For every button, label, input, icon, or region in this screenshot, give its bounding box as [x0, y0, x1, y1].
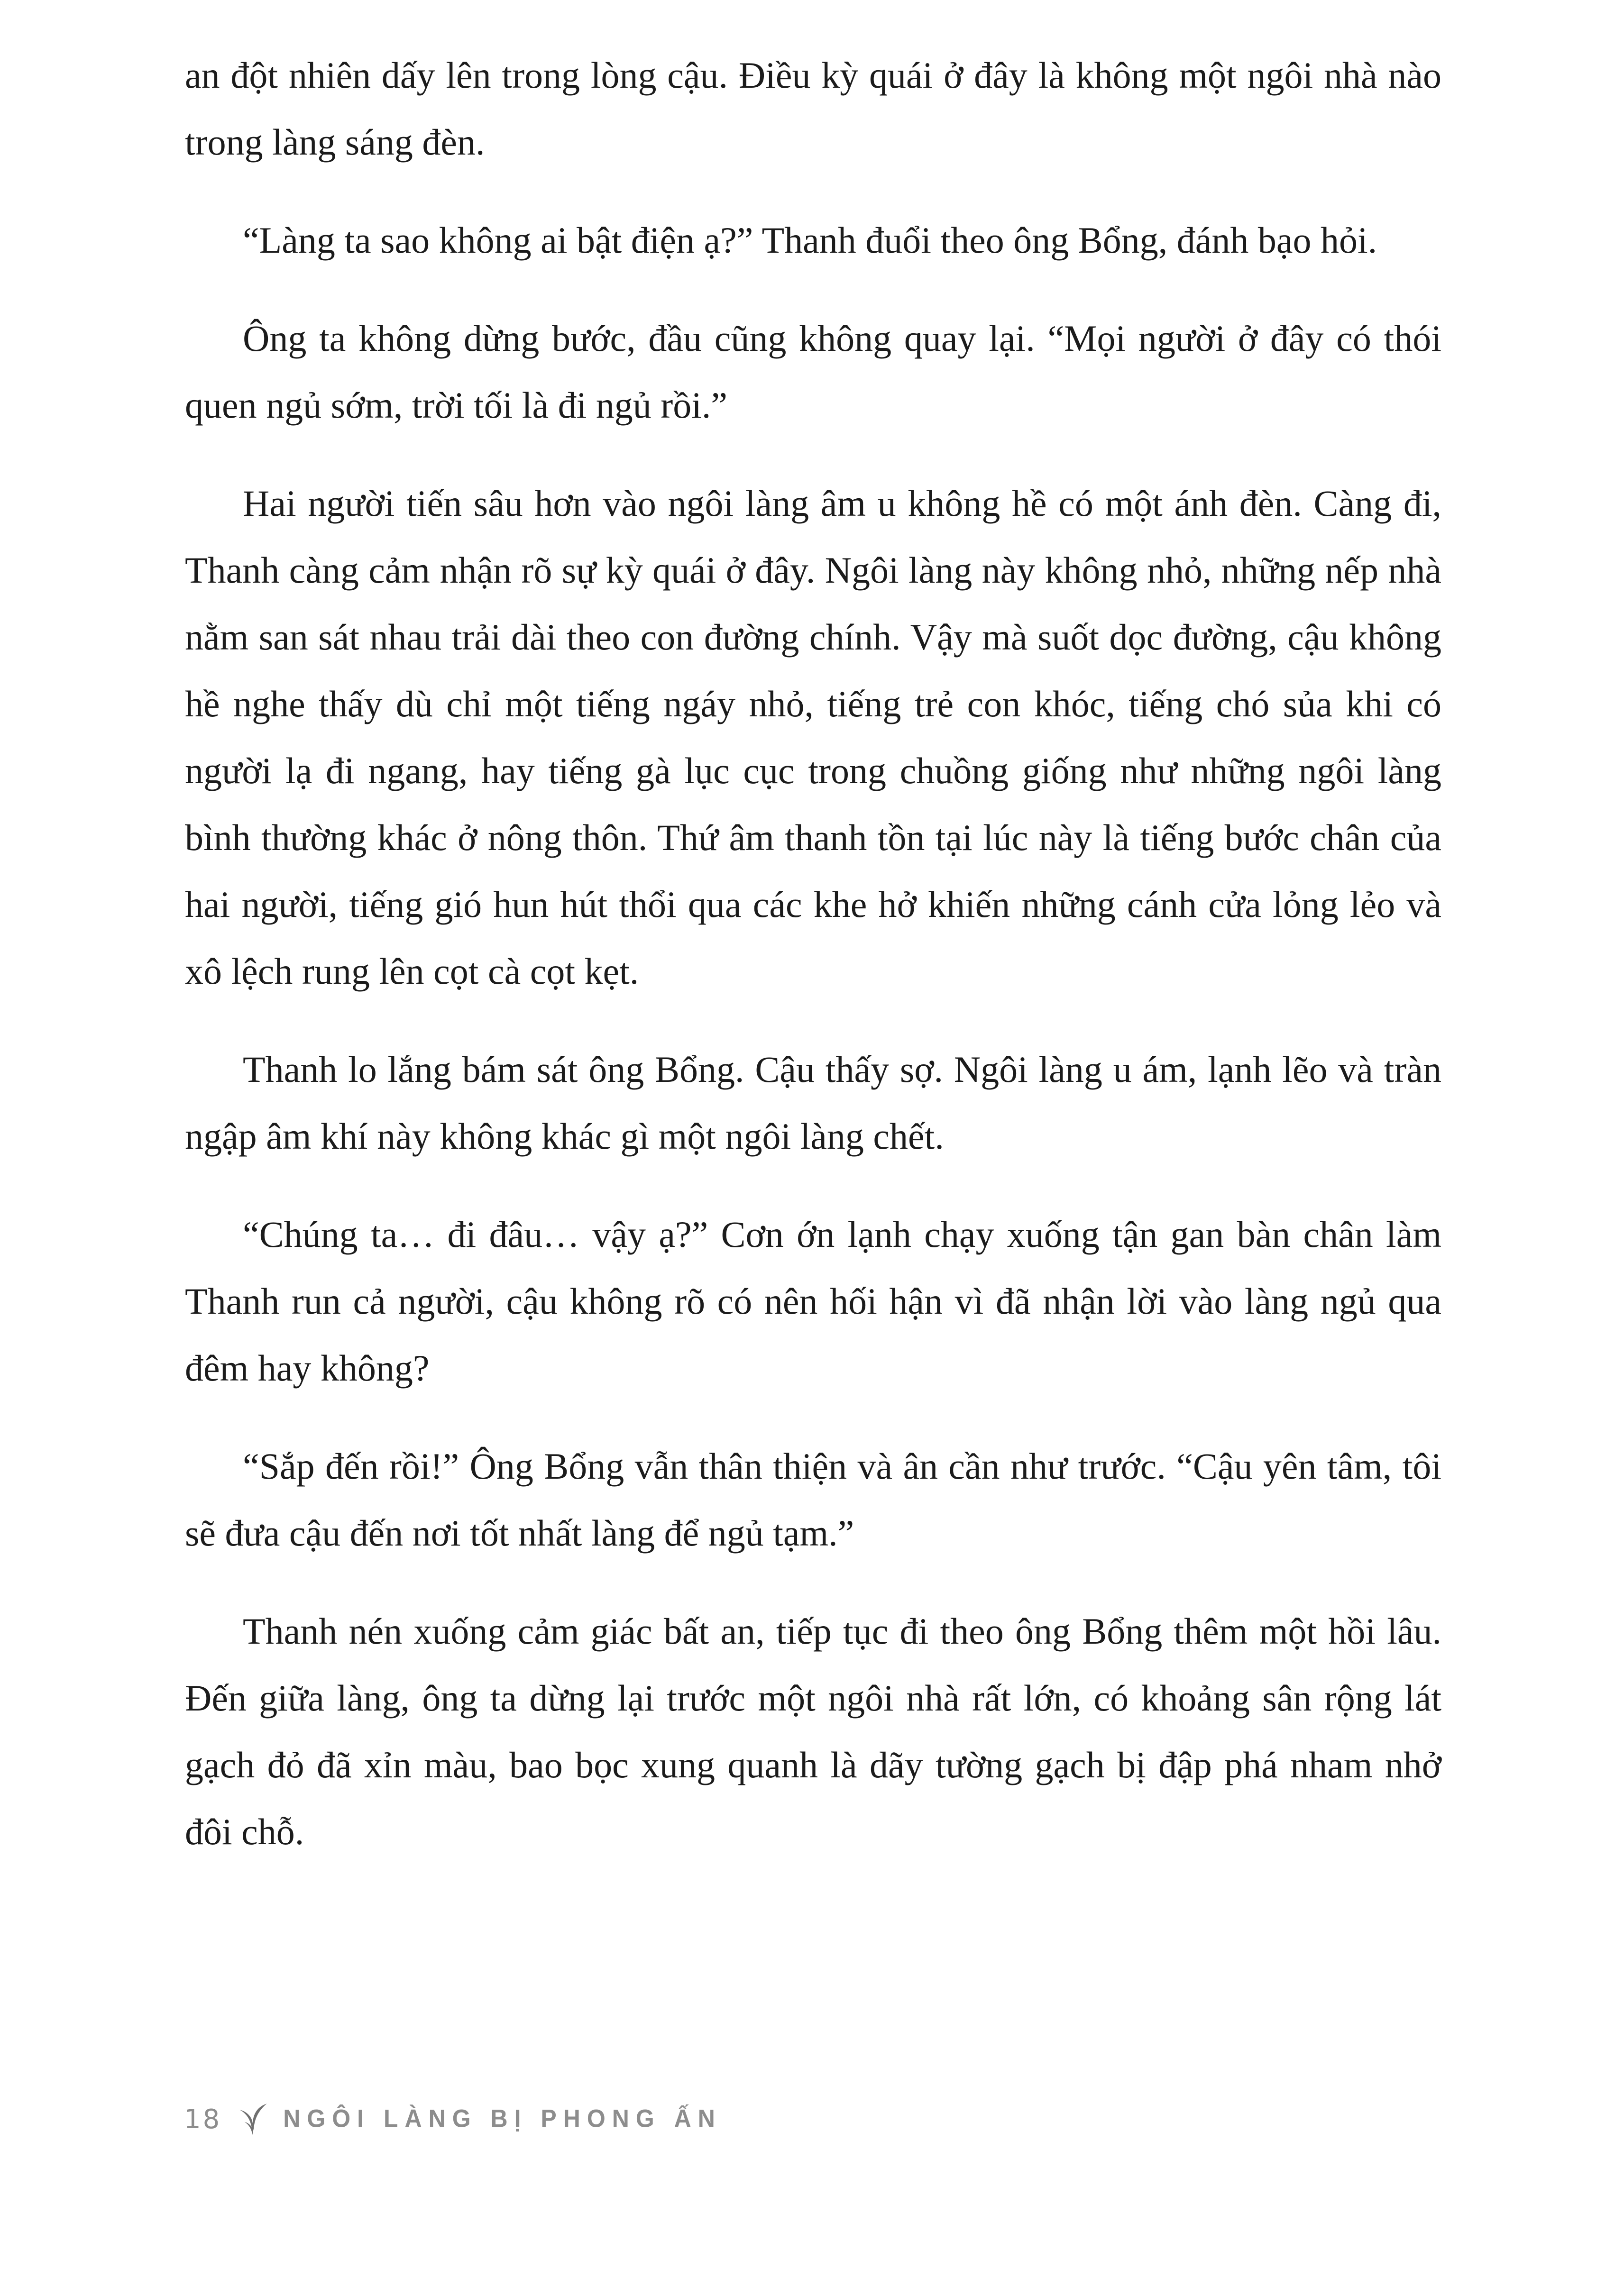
paragraph-8: Thanh nén xuống cảm giác bất an, tiếp tục đi theo ông Bổng thêm một hồi lâu. Đến giữa làng, ông ta dừng lại trước một ngôi nhà rất lớn, có khoảng sân rộng lát gạch đỏ đã xỉn màu, bao bọc xung quanh là dãy tường gạch bị đập phá nham nhở đôi chỗ. [185, 1610, 1441, 1852]
paragraph-6: “Chúng ta… đi đâu… vậy ạ?” Cơn ớn lạnh chạy xuống tận gan bàn chân làm Thanh run cả người, cậu không rõ có nên hối hận vì đã nhận lời vào làng ngủ qua đêm hay không? [185, 1214, 1441, 1389]
paragraph-2: “Làng ta sao không ai bật điện ạ?” Thanh đuổi theo ông Bổng, đánh bạo hỏi. [243, 220, 1377, 261]
page-footer [184, 2101, 722, 2137]
paragraph-3: Ông ta không dừng bước, đầu cũng không quay lại. “Mọi người ở đây có thói quen ngủ sớm, trời tối là đi ngủ rồi.” [185, 318, 1441, 426]
book-title: NGÔI LÀNG BỊ PHONG ẤN [283, 2104, 722, 2132]
page-number: 18 [184, 2104, 222, 2135]
body-text [185, 42, 1441, 1896]
paragraph-4: Hai người tiến sâu hơn vào ngôi làng âm u không hề có một ánh đèn. Càng đi, Thanh càng cảm nhận rõ sự kỳ quái ở đây. Ngôi làng này không nhỏ, những nếp nhà nằm san sát nhau trải dài theo con đường chính. Vậy mà suốt dọc đường, cậu không hề nghe thấy dù chỉ một tiếng ngáy nhỏ, tiếng trẻ con khóc, tiếng chó sủa khi có người lạ đi ngang, hay tiếng gà lục cục trong chuồng giống như những ngôi làng bình thường khác ở nông thôn. Thứ âm thanh tồn tại lúc này là tiếng bước chân của hai người, tiếng gió hun hút thổi qua các khe hở khiến những cánh cửa lỏng lẻo và xô lệch rung lên cọt cà cọt kẹt. [185, 483, 1441, 992]
plant-icon [236, 2101, 269, 2137]
paragraph-5: Thanh lo lắng bám sát ông Bổng. Cậu thấy sợ. Ngôi làng u ám, lạnh lẽo và tràn ngập âm khí này không khác gì một ngôi làng chết. [185, 1049, 1441, 1157]
paragraph-1: an đột nhiên dấy lên trong lòng cậu. Điều kỳ quái ở đây là không một ngôi nhà nào trong làng sáng đèn. [185, 55, 1441, 163]
paragraph-7: “Sắp đến rồi!” Ông Bổng vẫn thân thiện và ân cần như trước. “Cậu yên tâm, tôi sẽ đưa cậu đến nơi tốt nhất làng để ngủ tạm.” [185, 1445, 1441, 1554]
